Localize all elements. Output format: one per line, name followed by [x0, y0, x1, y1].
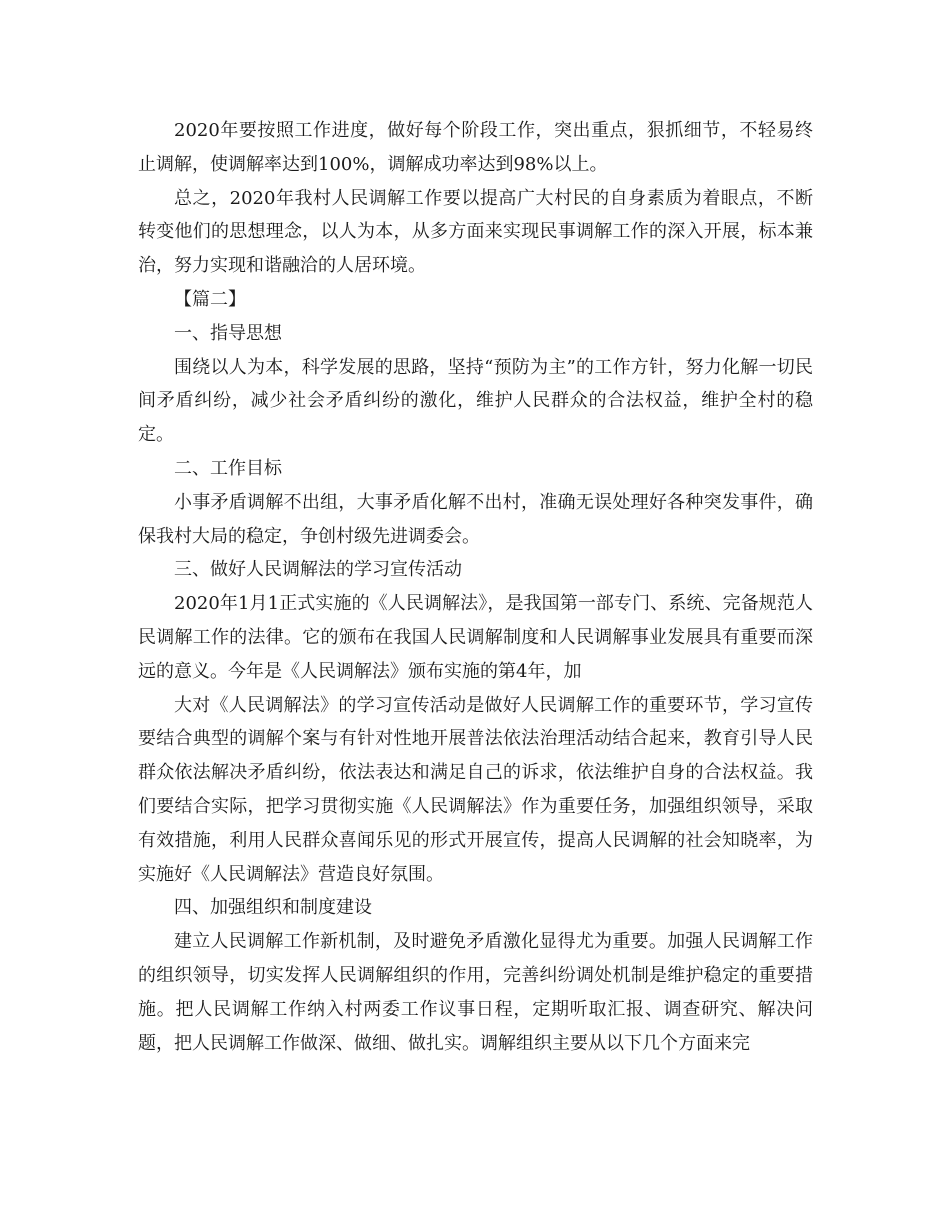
heading-mediation-law-publicity: 三、做好人民调解法的学习宣传活动 [174, 559, 462, 581]
heading-organization-building: 四、加强组织和制度建设 [174, 897, 372, 919]
paragraph-organization-building: 建立人民调解工作新机制，及时避免矛盾激化显得尤为重要。加强人民调解工作的组织领导，切实发挥人民调解组织的作用，完善纠纷调处机制是维护稳定的重要措施。把人民调解工作纳入村两委工作议事日程，定期听取汇报、调查研究、解决问题，把人民调解工作做深、做细、做扎实。调解组织主要从以下几个方面来完 [138, 931, 813, 1054]
heading-guiding-ideology: 一、指导思想 [174, 322, 282, 344]
paragraph-mediation-law-intro: 2020年1月1正式实施的《人民调解法》，是我国第一部专门、系统、完备规范人民调解工作的法律。它的颁布在我国人民调解制度和人民调解事业发展具有重要而深远的意义。今年是《人民调解法》颁布实施的第4年，加 [138, 593, 813, 682]
paragraph-work-goals: 小事矛盾调解不出组，大事矛盾化解不出村，准确无误处理好各种突发事件，确保我村大局的稳定，争创村级先进调委会。 [138, 491, 813, 547]
paragraph-work-progress: 2020年要按照工作进度，做好每个阶段工作，突出重点，狠抓细节，不轻易终止调解，使调解率达到100%，调解成功率达到98%以上。 [138, 120, 813, 175]
section-heading-part-two: 【篇二】 [174, 288, 246, 310]
document-page [138, 114, 813, 1060]
paragraph-summary: 总之，2020年我村人民调解工作要以提高广大村民的自身素质为着眼点，不断转变他们的思想理念，以人为本，从多方面来实现民事调解工作的深入开展，标本兼治，努力实现和谐融洽的人居环境。 [138, 187, 813, 277]
paragraph-guiding-ideology: 围绕以人为本，科学发展的思路，坚持“预防为主”的工作方针，努力化解一切民间矛盾纠纷，减少社会矛盾纠纷的激化，维护人民群众的合法权益，维护全村的稳定。 [138, 356, 813, 446]
heading-work-goals: 二、工作目标 [174, 457, 282, 479]
paragraph-mediation-law-publicity: 大对《人民调解法》的学习宣传活动是做好人民调解工作的重要环节，学习宣传要结合典型的调解个案与有针对性地开展普法依法治理活动结合起来，教育引导人民群众依法解决矛盾纠纷，依法表达和满足自己的诉求，依法维护自身的合法权益。我们要结合实际，把学习贯彻实施《人民调解法》作为重要任务，加强组织领导，采取有效措施，利用人民群众喜闻乐见的形式开展宣传，提高人民调解的社会知晓率，为实施好《人民调解法》营造良好氛围。 [138, 694, 813, 885]
